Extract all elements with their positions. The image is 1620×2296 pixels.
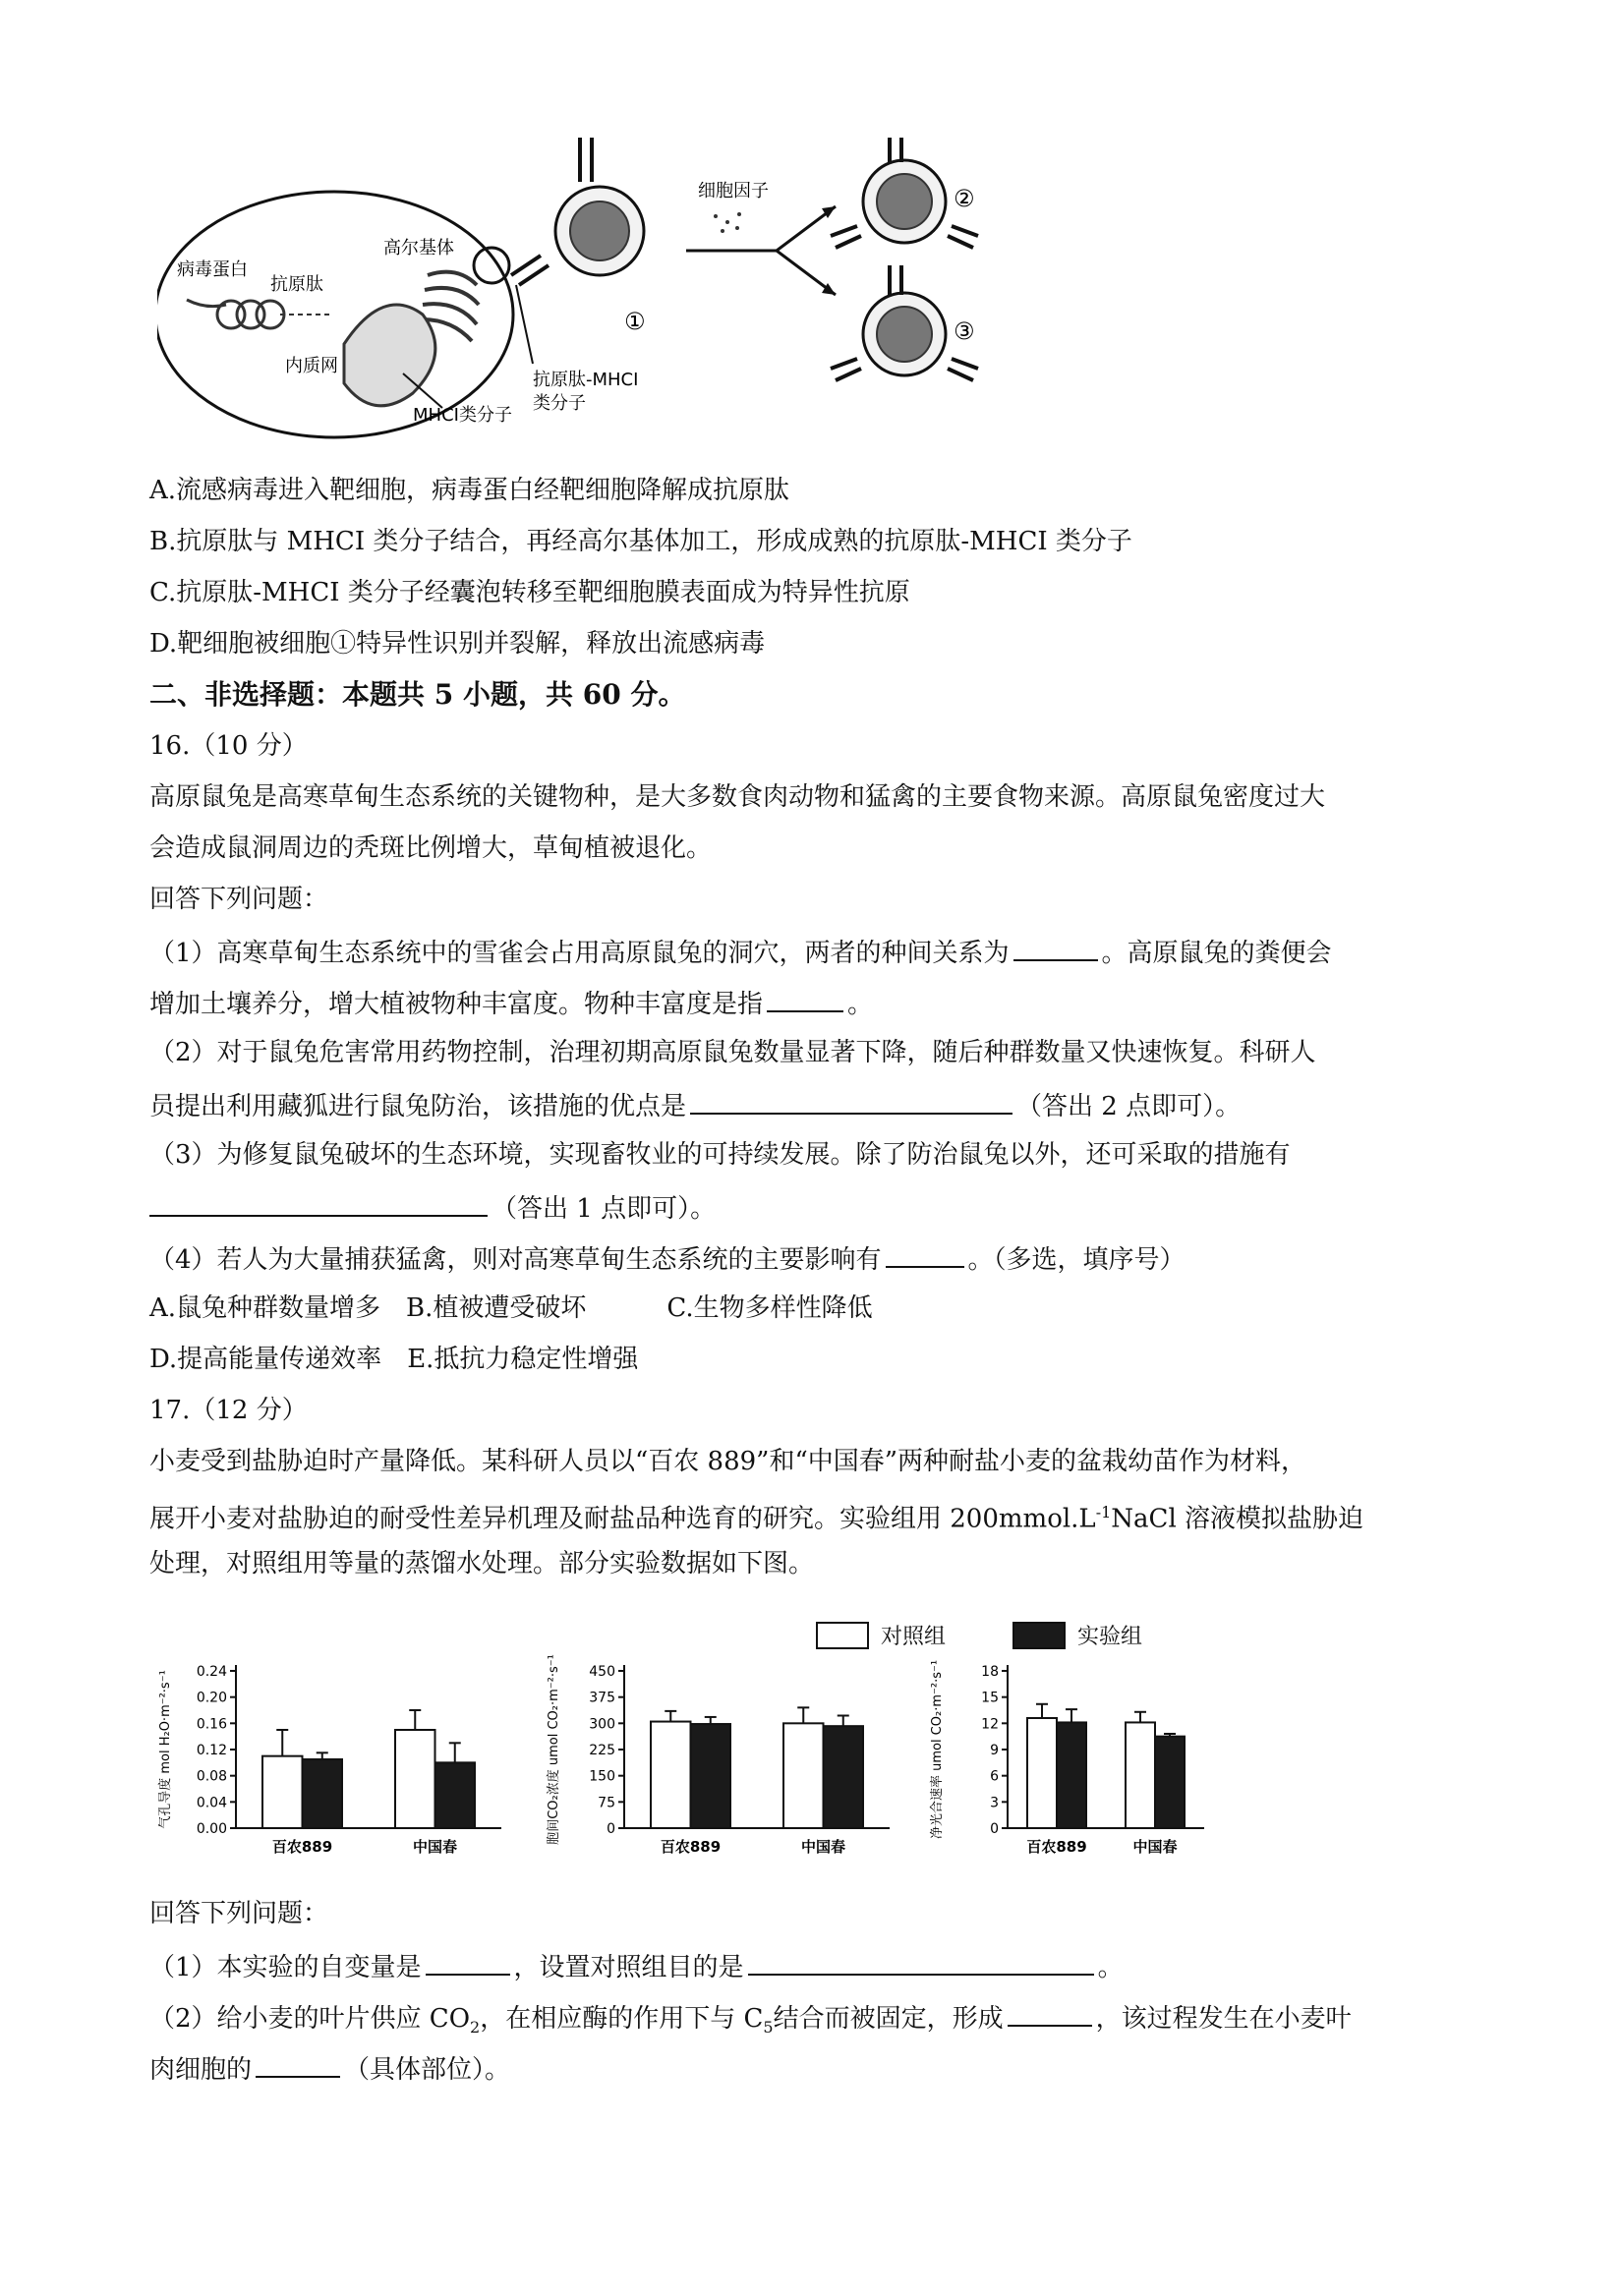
- x-tick-label: 百农889: [660, 1838, 722, 1856]
- legend-label-control: 对照组: [881, 1625, 947, 1649]
- label-cell-2: ②: [954, 185, 975, 212]
- y-axis-label: 胞间CO₂浓度 umol CO₂·m⁻²·s⁻¹: [547, 1654, 561, 1845]
- y-tick-label: 225: [589, 1743, 615, 1758]
- label-er: 内质网: [285, 356, 338, 376]
- q16-sub3-line1: （3）为修复鼠兔破坏的生态环境，实现畜牧业的可持续发展。除了防治鼠兔以外，还可采取的措施有: [149, 1140, 1291, 1170]
- y-tick-label: 9: [990, 1743, 999, 1758]
- q16-options-row1: [149, 1292, 873, 1325]
- q17-sub1: （1）本实验的自变量是 ，设置对照组目的是 。: [149, 1948, 1124, 1984]
- label-mhc: MHCⅠ类分子: [413, 405, 512, 426]
- y-axis-label: 气孔导度 mol H₂O·m⁻²·s⁻¹: [158, 1670, 173, 1829]
- q17-paragraph-2: 展开小麦对盐胁迫的耐受性差异机理及耐盐品种选育的研究。实验组用 $200mmol.L^{-1}NaCl$ 溶液模拟盐胁迫: [149, 1503, 1364, 1534]
- x-tick-label: 中国春: [1132, 1838, 1178, 1856]
- t-cell-1: [511, 138, 644, 285]
- q16-sub1-line1: （1）高寒草甸生态系统中的雪雀会占用高原鼠兔的洞穴，两者的种间关系为 。高原鼠兔的粪便会: [149, 934, 1332, 970]
- label-golgi: 高尔基体: [383, 238, 454, 258]
- q16-option-b: B.植被遭受破坏: [406, 1293, 587, 1323]
- y-tick-label: 300: [589, 1716, 615, 1733]
- y-tick-label: 0.08: [196, 1768, 227, 1785]
- q16-sub2-line1: （2）对于鼠兔危害常用药物控制，治理初期高原鼠兔数量显著下降，随后种群数量又快速恢复。科研人: [149, 1038, 1316, 1067]
- q16-paragraph-1: 高原鼠兔是高寒草甸生态系统的关键物种，是大多数食肉动物和猛禽的主要食物来源。高原鼠兔密度过大: [149, 782, 1326, 812]
- answer-blank[interactable]: [886, 1240, 964, 1268]
- q17-sub2-line2: 肉细胞的 （具体部位）。: [149, 2050, 510, 2087]
- y-tick-label: 3: [990, 1795, 999, 1811]
- y-tick-label: 12: [981, 1716, 999, 1733]
- y-tick-label: 0.04: [196, 1795, 227, 1811]
- x-tick-label: 中国春: [412, 1838, 458, 1856]
- y-axis-label: 净光合速率 umol CO₂·m⁻²·s⁻¹: [930, 1659, 945, 1840]
- bar-control: [1027, 1718, 1057, 1828]
- answer-blank[interactable]: [149, 1189, 488, 1217]
- answer-blank[interactable]: [748, 1948, 1094, 1976]
- chart-net-photosynthesis: [919, 1651, 1214, 1867]
- q17-sub2-line1: （2）给小麦的叶片供应 $CO_2$，在相应酶的作用下与 $C_5$结合而被固定，形成 ，该过程发生在小麦叶: [149, 1999, 1352, 2044]
- x-tick-label: 中国春: [800, 1838, 846, 1856]
- y-tick-label: 0.24: [196, 1664, 227, 1680]
- bar-experiment: [824, 1726, 864, 1828]
- q16-sub3-line2: （答出 1 点即可）。: [149, 1189, 716, 1226]
- answer-blank[interactable]: [767, 985, 843, 1012]
- y-tick-label: 0.12: [196, 1743, 227, 1758]
- chart-intercellular-co2: [536, 1651, 899, 1867]
- y-tick-label: 450: [589, 1664, 615, 1680]
- q16-option-d: D.提高能量传递效率: [149, 1345, 382, 1374]
- legend-swatch-control: [816, 1622, 869, 1649]
- label-cell-3: ③: [954, 317, 975, 345]
- x-tick-label: 百农889: [1026, 1838, 1087, 1856]
- y-tick-label: 150: [589, 1768, 615, 1785]
- y-tick-label: 375: [589, 1690, 615, 1706]
- y-tick-label: 15: [981, 1690, 999, 1706]
- q16-sub4: （4）若人为大量捕获猛禽，则对高寒草甸生态系统的主要影响有 。（多选，填序号）: [149, 1240, 1186, 1277]
- q17-ask: 回答下列问题：: [149, 1899, 329, 1928]
- y-tick-label: 0: [990, 1821, 999, 1837]
- legend-swatch-experiment: [1012, 1622, 1066, 1649]
- q17-heading: 17.（12 分）: [149, 1396, 308, 1425]
- bar-experiment: [691, 1724, 731, 1828]
- q16-options-row2: [149, 1343, 638, 1376]
- vesicle-icon: [474, 248, 509, 283]
- bar-control: [262, 1756, 303, 1828]
- q16-option-e: E.抵抗力稳定性增强: [407, 1345, 639, 1374]
- q17-paragraph-3: 处理，对照组用等量的蒸馏水处理。部分实验数据如下图。: [149, 1549, 815, 1578]
- q16-heading: 16.（10 分）: [149, 731, 308, 761]
- antigen-presentation-diagram: [157, 138, 1042, 452]
- chart-stomatal-conductance: [147, 1651, 511, 1867]
- bar-experiment: [303, 1759, 343, 1828]
- answer-blank[interactable]: [426, 1948, 510, 1976]
- bar-experiment: [1155, 1737, 1185, 1828]
- y-tick-label: 0: [607, 1821, 615, 1837]
- differentiation-arrows: [686, 206, 836, 295]
- y-tick-label: 75: [598, 1795, 615, 1811]
- x-tick-label: 百农889: [271, 1838, 333, 1856]
- bar-control: [1126, 1722, 1155, 1828]
- chart-legend: [816, 1620, 1170, 1649]
- y-tick-label: 0.20: [196, 1690, 227, 1706]
- bar-experiment: [435, 1762, 476, 1828]
- q16-option-a: A.鼠兔种群数量增多: [149, 1293, 381, 1323]
- answer-blank[interactable]: [1008, 1999, 1092, 2027]
- q17-paragraph-1: 小麦受到盐胁迫时产量降低。某科研人员以“百农 889”和“中国春”两种耐盐小麦的盆栽幼苗作为材料，: [149, 1447, 1307, 1476]
- q16-sub1-line2: 增加土壤养分，增大植被物种丰富度。物种丰富度是指 。: [149, 985, 873, 1021]
- answer-blank[interactable]: [1013, 934, 1098, 961]
- cytokine-dots: [714, 212, 741, 233]
- answer-blank[interactable]: [256, 2050, 340, 2078]
- label-cell-1: ①: [624, 308, 646, 335]
- label-complex-2: 类分子: [533, 393, 586, 414]
- q16-option-c: C.生物多样性降低: [666, 1293, 873, 1323]
- label-viral-protein: 病毒蛋白: [177, 259, 248, 280]
- q16-paragraph-2: 会造成鼠洞周边的秃斑比例增大，草甸植被退化。: [149, 833, 713, 863]
- option-a: A.流感病毒进入靶细胞，病毒蛋白经靶细胞降解成抗原肽: [149, 476, 790, 505]
- y-tick-label: 0.16: [196, 1716, 227, 1733]
- bar-experiment: [1057, 1722, 1086, 1828]
- q16-sub2-line2: 员提出利用藏狐进行鼠兔防治，该措施的优点是 （答出 2 点即可）。: [149, 1087, 1241, 1123]
- label-cytokine: 细胞因子: [698, 181, 769, 201]
- y-tick-label: 0.00: [196, 1821, 227, 1837]
- legend-label-experiment: 实验组: [1077, 1625, 1143, 1649]
- option-d: D.靶细胞被细胞①特异性识别并裂解，释放出流感病毒: [149, 629, 766, 659]
- bar-control: [783, 1723, 824, 1828]
- target-cell-outline: [157, 192, 513, 437]
- label-complex-1: 抗原肽-MHCⅠ: [533, 370, 639, 390]
- option-c: C.抗原肽-MHCⅠ 类分子经囊泡转移至靶细胞膜表面成为特异性抗原: [149, 578, 910, 607]
- proteasome-icon: [217, 301, 284, 328]
- bar-control: [395, 1730, 435, 1828]
- y-tick-label: 18: [981, 1664, 999, 1680]
- y-tick-label: 6: [990, 1768, 999, 1785]
- label-antigen-peptide: 抗原肽: [270, 274, 323, 295]
- bar-control: [651, 1722, 691, 1828]
- section-title: 二、非选择题：本题共 5 小题，共 60 分。: [149, 678, 686, 711]
- q16-ask: 回答下列问题：: [149, 885, 329, 914]
- option-b: B.抗原肽与 MHCⅠ 类分子结合，再经高尔基体加工，形成成熟的抗原肽-MHCⅠ 类分子: [149, 527, 1132, 556]
- answer-blank[interactable]: [690, 1087, 1012, 1115]
